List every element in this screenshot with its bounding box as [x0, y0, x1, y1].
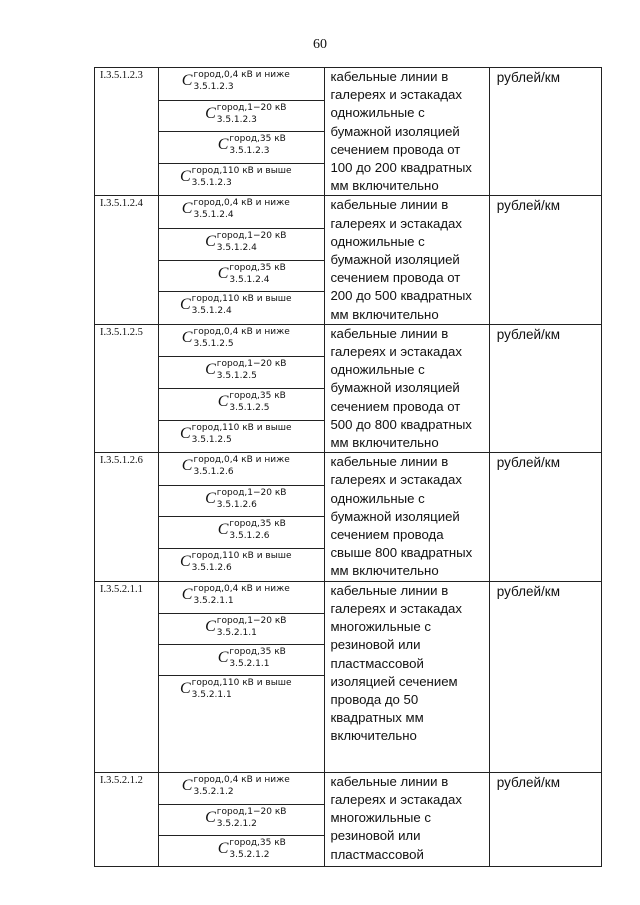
formula-superscript: город,35 кВ — [229, 646, 286, 657]
formula-subscript: 3.5.1.2.4 — [191, 306, 232, 317]
formula-symbol: C — [205, 808, 216, 826]
formula-superscript: город,0,4 кВ и ниже — [193, 198, 290, 209]
description-line: кабельные линии в — [330, 197, 449, 213]
description-line: резиновой или — [330, 828, 421, 844]
description-line: галереях и эстакадах — [330, 87, 462, 103]
formula-symbol: C — [205, 233, 216, 251]
description-line: многожильные с — [330, 619, 431, 635]
rate-table — [94, 67, 602, 867]
formula-cell — [159, 68, 325, 101]
formula-subscript: 3.5.1.2.6 — [191, 563, 232, 574]
row-description — [325, 68, 489, 196]
formula-subscript: 3.5.1.2.6 — [229, 531, 270, 542]
formula-symbol: C — [179, 167, 191, 185]
page-number: 60 — [313, 37, 327, 52]
formula-superscript: город,110 кВ и выше — [191, 165, 292, 176]
description-line: галереях и эстакадах — [330, 791, 462, 807]
formula-cell — [159, 292, 325, 325]
formula-cell — [159, 835, 325, 866]
rate-formula — [217, 646, 286, 670]
formula-cell — [159, 772, 325, 804]
description-line: одножильные с — [330, 233, 425, 249]
formula-subscript: 3.5.2.1.2 — [216, 818, 257, 829]
table-row — [95, 68, 602, 101]
formula-subscript: 3.5.1.2.4 — [229, 274, 270, 285]
description-line: квадратных мм — [330, 710, 424, 726]
formula-subscript: 3.5.2.1.2 — [193, 786, 234, 797]
formula-cell — [159, 132, 325, 164]
rate-formula — [181, 70, 290, 93]
formula-cell — [159, 517, 325, 549]
table-row — [95, 196, 602, 229]
row-code: I.3.5.2.1.2 — [95, 772, 159, 866]
formula-symbol: C — [217, 648, 229, 666]
formula-superscript: город,0,4 кВ и ниже — [193, 326, 290, 337]
row-unit: рублей/км — [489, 453, 601, 581]
rate-formula — [205, 231, 287, 254]
formula-superscript: город,110 кВ и выше — [191, 422, 292, 433]
formula-symbol: C — [217, 839, 229, 857]
description-line: мм включительно — [330, 178, 439, 194]
formula-cell — [159, 229, 325, 261]
rate-formula — [205, 487, 287, 511]
description-line: галереях и эстакадах — [330, 344, 462, 360]
rate-formula — [179, 294, 292, 317]
description-line: сечением провода от — [330, 398, 461, 414]
rate-formula — [217, 837, 286, 861]
rate-formula — [179, 551, 292, 574]
formula-symbol: C — [179, 553, 191, 571]
formula-subscript: 3.5.1.2.4 — [193, 210, 234, 221]
formula-superscript: город,1−20 кВ — [216, 615, 287, 626]
formula-superscript: город,110 кВ и выше — [191, 551, 292, 562]
description-line: провода до 50 — [330, 691, 419, 707]
formula-symbol: C — [217, 264, 229, 282]
formula-symbol: C — [181, 457, 193, 475]
formula-subscript: 3.5.2.1.2 — [229, 849, 270, 860]
row-code: I.3.5.1.2.5 — [95, 324, 159, 452]
formula-symbol: C — [179, 679, 191, 697]
formula-superscript: город,35 кВ — [229, 134, 286, 145]
row-unit: рублей/км — [489, 581, 601, 772]
formula-cell — [159, 453, 325, 486]
formula-cell — [159, 804, 325, 835]
formula-subscript: 3.5.1.2.5 — [193, 338, 234, 349]
description-line: кабельные линии в — [330, 454, 449, 470]
description-line: одножильные с — [330, 105, 425, 121]
description-line: мм включительно — [330, 563, 439, 579]
row-code: I.3.5.2.1.1 — [95, 581, 159, 772]
description-line: галереях и эстакадах — [330, 600, 462, 616]
formula-symbol: C — [181, 328, 193, 346]
formula-cell — [159, 260, 325, 292]
row-description — [325, 772, 489, 866]
formula-cell — [159, 581, 325, 613]
description-line: галереях и эстакадах — [330, 215, 462, 231]
description-line: резиновой или — [330, 637, 421, 653]
formula-subscript: 3.5.1.2.3 — [216, 114, 257, 125]
description-line: пластмассовой — [330, 846, 424, 862]
rate-formula — [217, 262, 286, 286]
formula-symbol: C — [205, 617, 216, 635]
table-row — [95, 772, 602, 804]
formula-subscript: 3.5.2.1.1 — [193, 595, 234, 606]
formula-cell — [159, 196, 325, 229]
formula-cell — [159, 549, 325, 582]
formula-superscript: город,110 кВ и выше — [191, 294, 292, 305]
description-line: свыше 800 квадратных — [330, 545, 473, 561]
row-code: I.3.5.1.2.4 — [95, 196, 159, 324]
formula-superscript: город,1−20 кВ — [216, 231, 287, 242]
rate-formula — [179, 165, 292, 189]
formula-symbol: C — [181, 776, 193, 794]
description-line: 100 до 200 квадратных — [330, 160, 472, 176]
table-row — [95, 324, 602, 357]
description-line: одножильные с — [330, 362, 425, 378]
description-line: бумажной изоляцией — [330, 508, 460, 524]
rate-formula — [217, 519, 286, 542]
formula-superscript: город,1−20 кВ — [216, 487, 287, 498]
rate-formula — [181, 583, 290, 607]
rate-formula — [181, 198, 290, 221]
rate-formula — [181, 455, 290, 478]
description-line: мм включительно — [330, 306, 439, 322]
row-description — [325, 196, 489, 324]
description-line: многожильные с — [330, 810, 431, 826]
table-row — [95, 453, 602, 486]
formula-subscript: 3.5.1.2.6 — [193, 467, 234, 478]
formula-cell — [159, 163, 325, 196]
formula-subscript: 3.5.1.2.4 — [216, 243, 257, 254]
description-line: одножильные с — [330, 490, 425, 506]
description-line: сечением провода от — [330, 141, 461, 157]
formula-superscript: город,1−20 кВ — [216, 806, 287, 817]
formula-symbol: C — [217, 393, 229, 411]
description-line: бумажной изоляцией — [330, 380, 460, 396]
formula-cell — [159, 324, 325, 357]
table-body — [95, 68, 602, 867]
row-unit: рублей/км — [489, 196, 601, 324]
row-code: I.3.5.1.2.6 — [95, 453, 159, 581]
formula-cell — [159, 485, 325, 517]
formula-cell — [159, 357, 325, 389]
description-line: кабельные линии в — [330, 325, 449, 341]
formula-symbol: C — [205, 361, 216, 379]
rate-formula — [205, 806, 287, 830]
formula-subscript: 3.5.2.1.1 — [191, 689, 232, 700]
row-unit: рублей/км — [489, 68, 601, 196]
formula-symbol: C — [205, 489, 216, 507]
row-code: I.3.5.1.2.3 — [95, 68, 159, 196]
formula-superscript: город,1−20 кВ — [216, 359, 287, 370]
description-line: галереях и эстакадах — [330, 472, 462, 488]
formula-subscript: 3.5.1.2.6 — [216, 499, 257, 510]
formula-superscript: город,35 кВ — [229, 391, 286, 402]
formula-superscript: город,110 кВ и выше — [191, 677, 292, 688]
formula-subscript: 3.5.1.2.3 — [229, 146, 270, 157]
description-line: бумажной изоляцией — [330, 252, 460, 268]
description-line: кабельные линии в — [330, 773, 449, 789]
rate-formula — [205, 615, 287, 639]
rate-formula — [217, 134, 286, 157]
formula-subscript: 3.5.1.2.3 — [191, 177, 232, 188]
row-description — [325, 324, 489, 452]
formula-symbol: C — [217, 136, 229, 154]
formula-superscript: город,0,4 кВ и ниже — [193, 774, 290, 785]
formula-superscript: город,0,4 кВ и ниже — [193, 455, 290, 466]
formula-superscript: город,0,4 кВ и ниже — [193, 70, 290, 80]
rate-formula — [205, 359, 287, 382]
description-line: 200 до 500 квадратных — [330, 288, 472, 304]
formula-symbol: C — [205, 104, 216, 122]
table-row — [95, 581, 602, 613]
rate-formula — [181, 326, 290, 350]
formula-cell — [159, 613, 325, 644]
formula-symbol: C — [179, 424, 191, 442]
description-line: мм включительно — [330, 435, 439, 451]
formula-subscript: 3.5.1.2.3 — [193, 82, 234, 92]
description-line: бумажной изоляцией — [330, 123, 460, 139]
description-line: изоляцией сечением — [330, 673, 458, 689]
rate-formula — [179, 422, 292, 446]
rate-formula — [181, 774, 290, 798]
description-line: 500 до 800 квадратных — [330, 416, 472, 432]
formula-superscript: город,35 кВ — [229, 262, 286, 273]
formula-subscript: 3.5.1.2.5 — [191, 434, 232, 445]
formula-superscript: город,0,4 кВ и ниже — [193, 583, 290, 594]
formula-symbol: C — [181, 72, 193, 89]
row-unit: рублей/км — [489, 324, 601, 452]
formula-superscript: город,35 кВ — [229, 519, 286, 530]
row-unit: рублей/км — [489, 772, 601, 866]
formula-superscript: город,1−20 кВ — [216, 102, 287, 113]
formula-cell — [159, 644, 325, 675]
formula-cell — [159, 420, 325, 453]
formula-cell — [159, 100, 325, 132]
formula-subscript: 3.5.2.1.1 — [229, 658, 270, 669]
formula-symbol: C — [181, 200, 193, 218]
formula-superscript: город,35 кВ — [229, 837, 286, 848]
formula-cell — [159, 389, 325, 421]
formula-subscript: 3.5.1.2.5 — [229, 403, 270, 414]
row-description — [325, 453, 489, 581]
formula-cell — [159, 675, 325, 772]
formula-symbol: C — [179, 296, 191, 314]
formula-symbol: C — [217, 521, 229, 539]
description-line: кабельные линии в — [330, 69, 449, 84]
description-line: сечением провода — [330, 527, 444, 543]
row-description — [325, 581, 489, 772]
rate-formula — [217, 391, 286, 414]
description-line: сечением провода от — [330, 270, 461, 286]
formula-symbol: C — [181, 585, 193, 603]
rate-formula — [179, 677, 292, 701]
formula-subscript: 3.5.2.1.1 — [216, 627, 257, 638]
description-line: включительно — [330, 728, 417, 744]
description-line: пластмассовой — [330, 655, 424, 671]
description-line: кабельные линии в — [330, 582, 449, 598]
rate-formula — [205, 102, 287, 126]
formula-subscript: 3.5.1.2.5 — [216, 371, 257, 382]
